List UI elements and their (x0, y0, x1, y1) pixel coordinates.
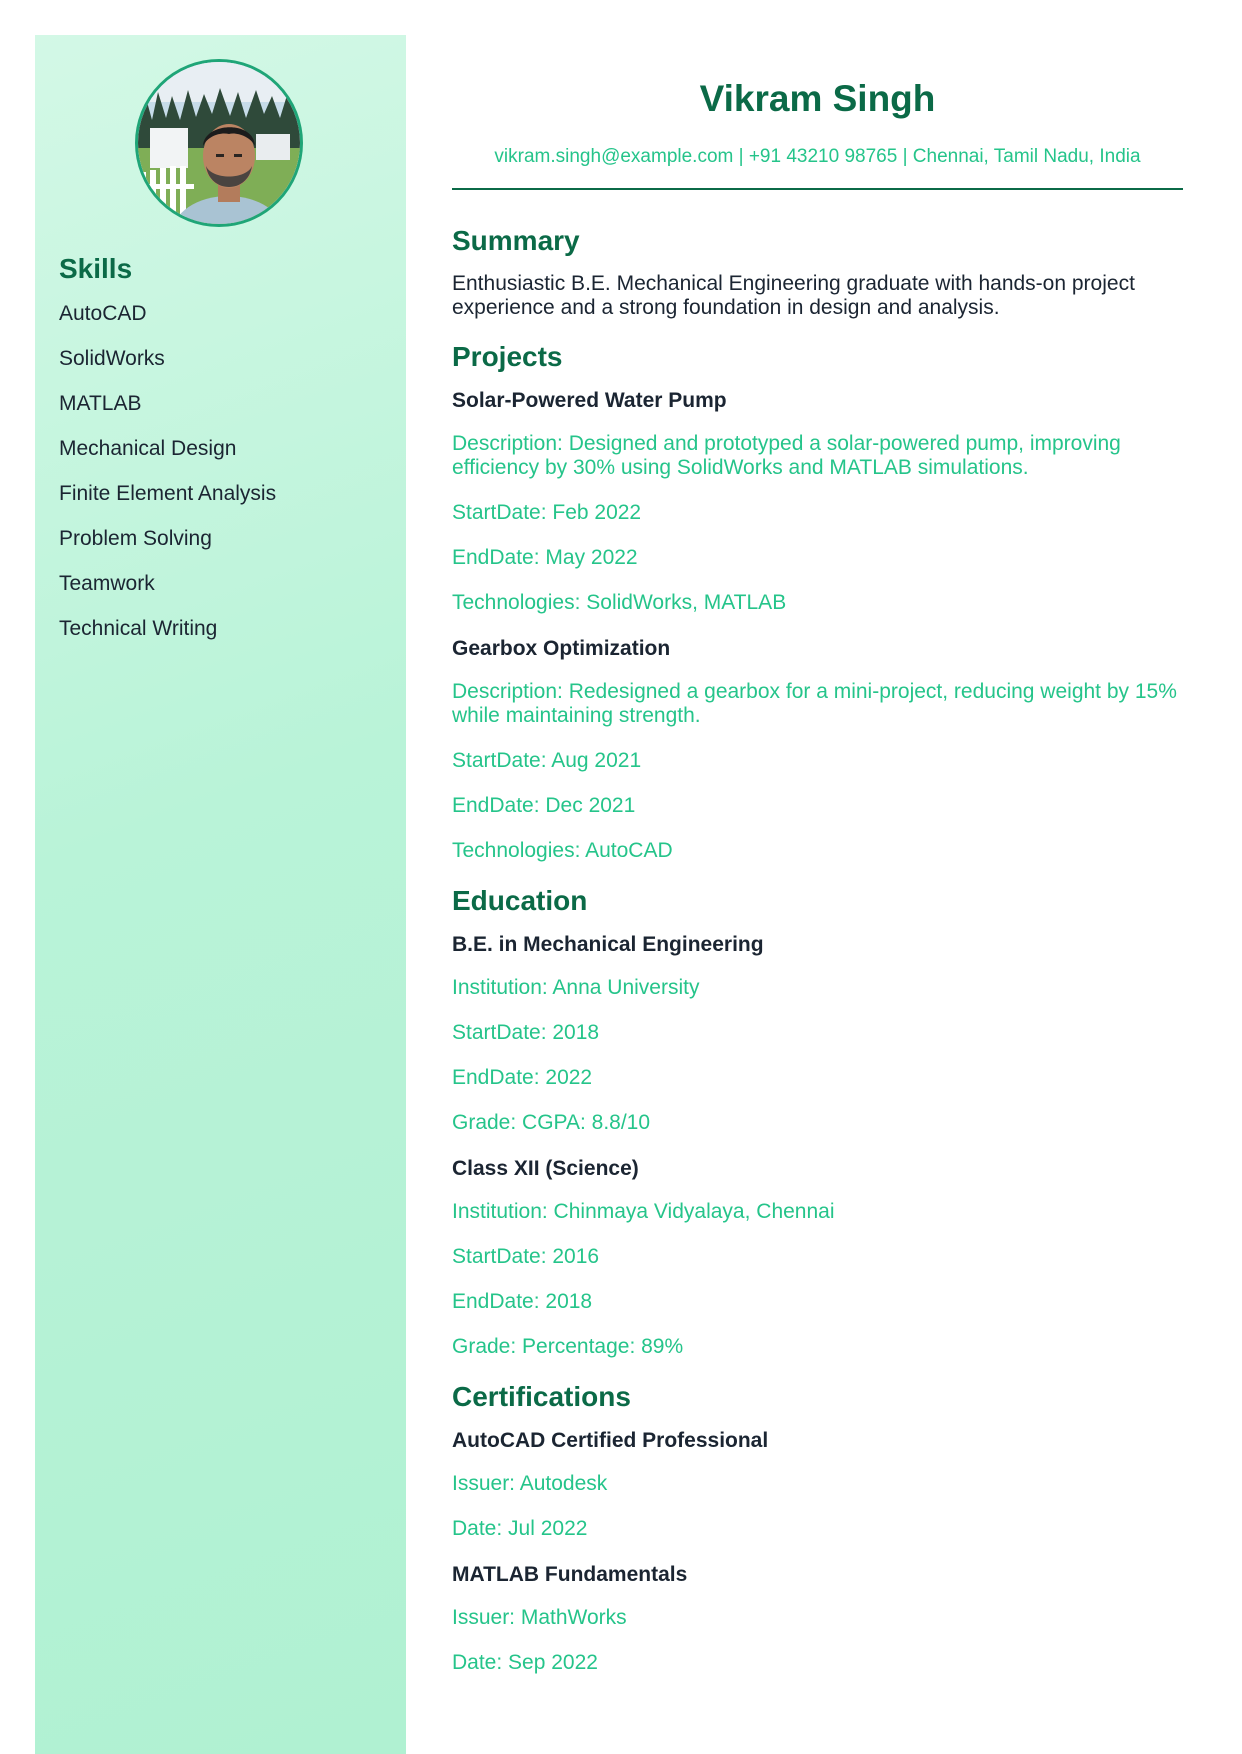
certifications-section (452, 1380, 1183, 1675)
skill-item: Mechanical Design (59, 437, 237, 460)
education-degree: Class XII (Science) (452, 1157, 639, 1180)
project-entry (452, 636, 1183, 863)
certification-issuer: Issuer: Autodesk (452, 1472, 608, 1495)
sidebar (35, 35, 406, 1754)
contact-line: vikram.singh@example.com | +91 43210 98765 | Chennai, Tamil Nadu, India (494, 146, 1141, 167)
certification-date: Date: Sep 2022 (452, 1651, 598, 1674)
project-end-date: EndDate: May 2022 (452, 546, 638, 569)
certification-issuer: Issuer: MathWorks (452, 1606, 627, 1629)
profile-photo-image (138, 62, 300, 224)
project-name: Gearbox Optimization (452, 637, 671, 660)
project-name: Solar-Powered Water Pump (452, 389, 727, 412)
project-start-date: StartDate: Feb 2022 (452, 501, 642, 524)
project-end-date: EndDate: Dec 2021 (452, 794, 636, 817)
education-grade: Grade: Percentage: 89% (452, 1335, 684, 1358)
skill-item: Teamwork (59, 572, 155, 595)
education-entry (452, 1156, 1183, 1359)
project-start-date: StartDate: Aug 2021 (452, 749, 642, 772)
project-entry (452, 388, 1183, 615)
skill-item: SolidWorks (59, 347, 165, 370)
education-end-date: EndDate: 2022 (452, 1066, 593, 1089)
summary-text: Enthusiastic B.E. Mechanical Engineering graduate with hands-on project experience and a strong foundation in design and analysis. (452, 272, 1135, 319)
education-grade: Grade: CGPA: 8.8/10 (452, 1111, 651, 1134)
certifications-heading: Certifications (452, 1381, 631, 1412)
skill-item: Finite Element Analysis (59, 482, 277, 505)
header-divider (452, 188, 1183, 190)
education-institution: Institution: Chinmaya Vidyalaya, Chennai (452, 1200, 835, 1223)
projects-section (452, 340, 1183, 863)
candidate-name: Vikram Singh (699, 78, 936, 119)
project-technologies: Technologies: SolidWorks, MATLAB (452, 591, 787, 614)
skill-item: AutoCAD (59, 302, 147, 325)
certification-date: Date: Jul 2022 (452, 1517, 588, 1540)
certification-name: AutoCAD Certified Professional (452, 1429, 769, 1452)
certification-entry (452, 1562, 1183, 1675)
resume-body (452, 224, 1183, 1696)
project-technologies: Technologies: AutoCAD (452, 839, 673, 862)
summary-section (452, 224, 1183, 320)
skill-item: MATLAB (59, 392, 142, 415)
education-end-date: EndDate: 2018 (452, 1290, 593, 1313)
summary-heading: Summary (452, 225, 580, 256)
education-start-date: StartDate: 2016 (452, 1245, 600, 1268)
profile-photo (135, 59, 303, 227)
certification-name: MATLAB Fundamentals (452, 1563, 688, 1586)
education-section (452, 884, 1183, 1359)
education-degree: B.E. in Mechanical Engineering (452, 933, 764, 956)
education-heading: Education (452, 885, 588, 916)
project-description: Description: Redesigned a gearbox for a mini-project, reducing weight by 15% while maintaining strength. (452, 680, 1177, 727)
education-start-date: StartDate: 2018 (452, 1021, 600, 1044)
skills-list (59, 301, 276, 661)
skill-item: Problem Solving (59, 527, 212, 550)
certification-entry (452, 1428, 1183, 1541)
skills-heading: Skills (59, 253, 133, 284)
projects-heading: Projects (452, 341, 563, 372)
education-entry (452, 932, 1183, 1135)
project-description: Description: Designed and prototyped a solar-powered pump, improving efficiency by 30% using SolidWorks and MATLAB simulations. (452, 432, 1121, 479)
education-institution: Institution: Anna University (452, 976, 700, 999)
skill-item: Technical Writing (59, 617, 218, 640)
